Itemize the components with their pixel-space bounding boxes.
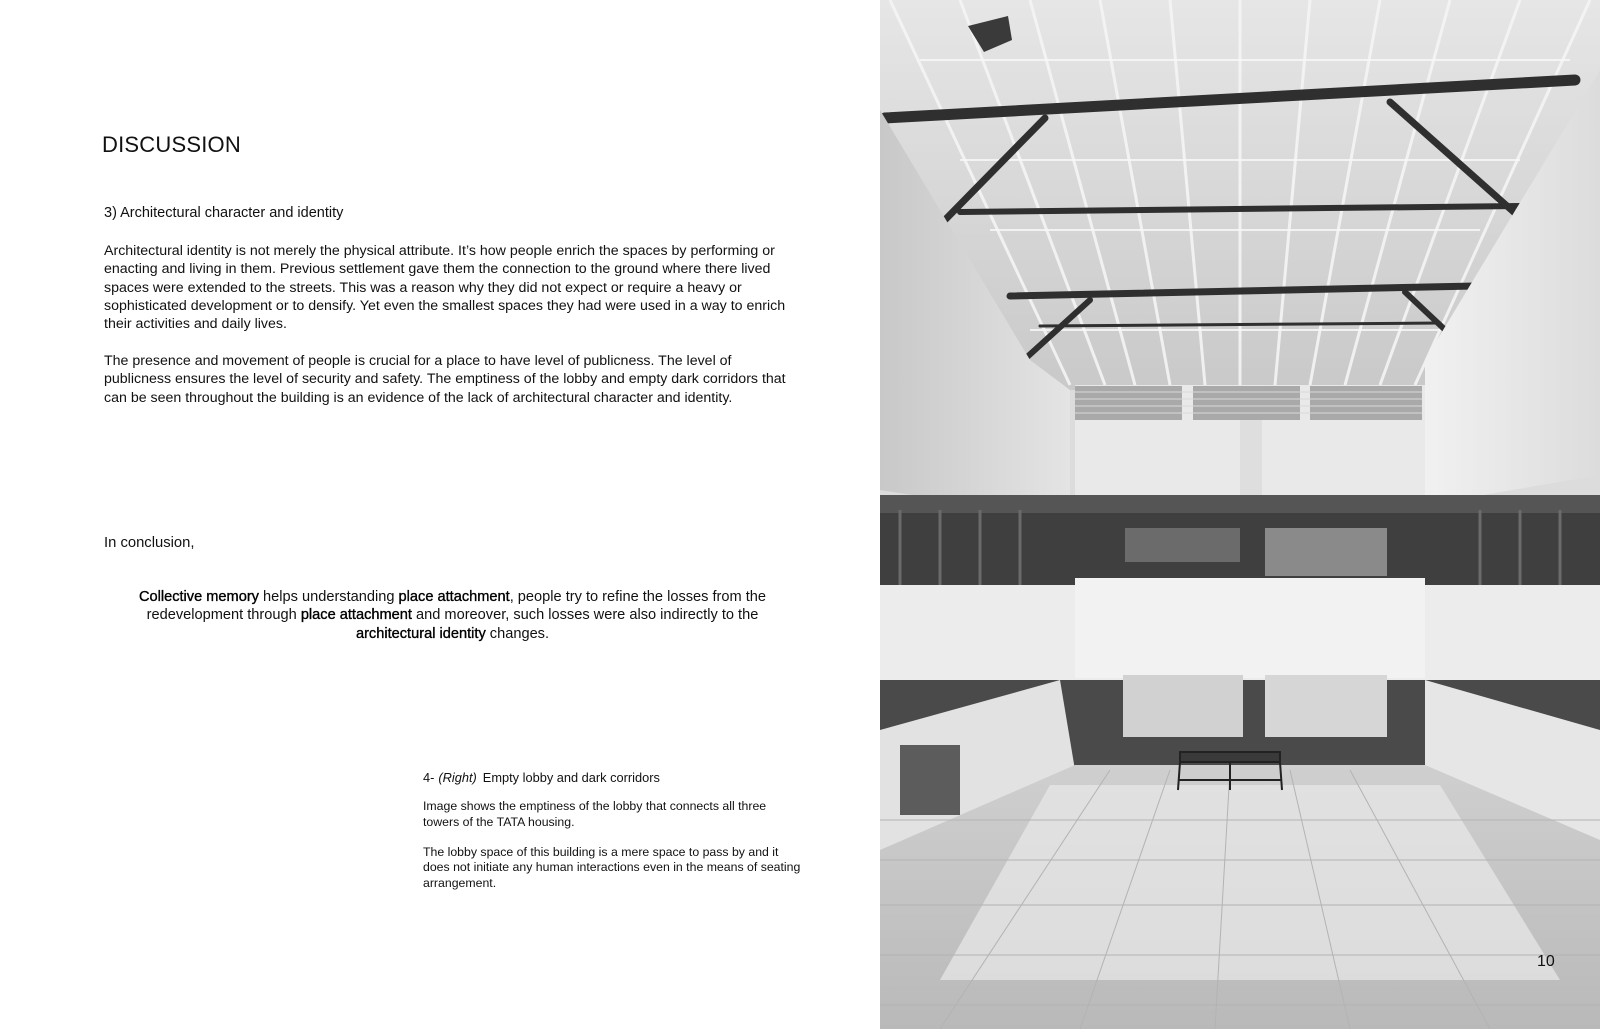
atrium-illustration xyxy=(880,0,1600,1029)
page-heading: DISCUSSION xyxy=(102,132,241,157)
section-title: 3) Architectural character and identity xyxy=(104,205,344,221)
caption-position: (Right) xyxy=(438,770,477,785)
section-paragraph-1: Architectural identity is not merely the physical attribute. It’s how people enrich the spaces by performing or enacting and living in them. Previous settlement gave them the connection to the ground where there lived spaces were extended to the streets. This was a reason why they did not expect or require a heavy or sophisticated development or to densify. Yet even the smallest spaces they had were used in a way to enrich their activities and daily lives. xyxy=(104,243,786,333)
term-architectural-identity: architectural identity xyxy=(355,625,486,642)
conclusion-statement xyxy=(110,588,795,643)
conclusion-text-3: and moreover, such losses were also indirectly to the xyxy=(411,607,759,624)
figure-caption xyxy=(423,770,803,892)
page-number: 10 xyxy=(1537,953,1555,970)
caption-title-line xyxy=(423,770,803,785)
caption-title: Empty lobby and dark corridors xyxy=(482,770,660,785)
caption-paragraph-1: Image shows the emptiness of the lobby that connects all three towers of the TATA housing. xyxy=(423,799,767,829)
conclusion-label: In conclusion, xyxy=(104,535,195,551)
caption-number: 4- xyxy=(423,770,435,785)
conclusion-text-4: changes. xyxy=(485,625,550,642)
atrium-photo xyxy=(880,0,1600,1029)
section-paragraph-2: The presence and movement of people is crucial for a place to have level of publicness. The level of publicness ensures the level of security and safety. The emptiness of the lobby and empty dark corridors that can be seen throughout the building is an evidence of the lack of architectural character and identity. xyxy=(104,353,786,406)
conclusion-text-1: helps understanding xyxy=(258,589,399,605)
conclusion-text-2: , people try to refine the losses from the redevelopment through xyxy=(146,589,767,624)
term-collective-memory: Collective memory xyxy=(138,589,259,605)
caption-paragraph-2: The lobby space of this building is a mere space to pass by and it does not initiate any human interactions even in the means of seating arrangement. xyxy=(423,844,801,891)
term-place-attachment-2: place attachment xyxy=(300,607,412,624)
term-place-attachment: place attachment xyxy=(398,589,510,605)
